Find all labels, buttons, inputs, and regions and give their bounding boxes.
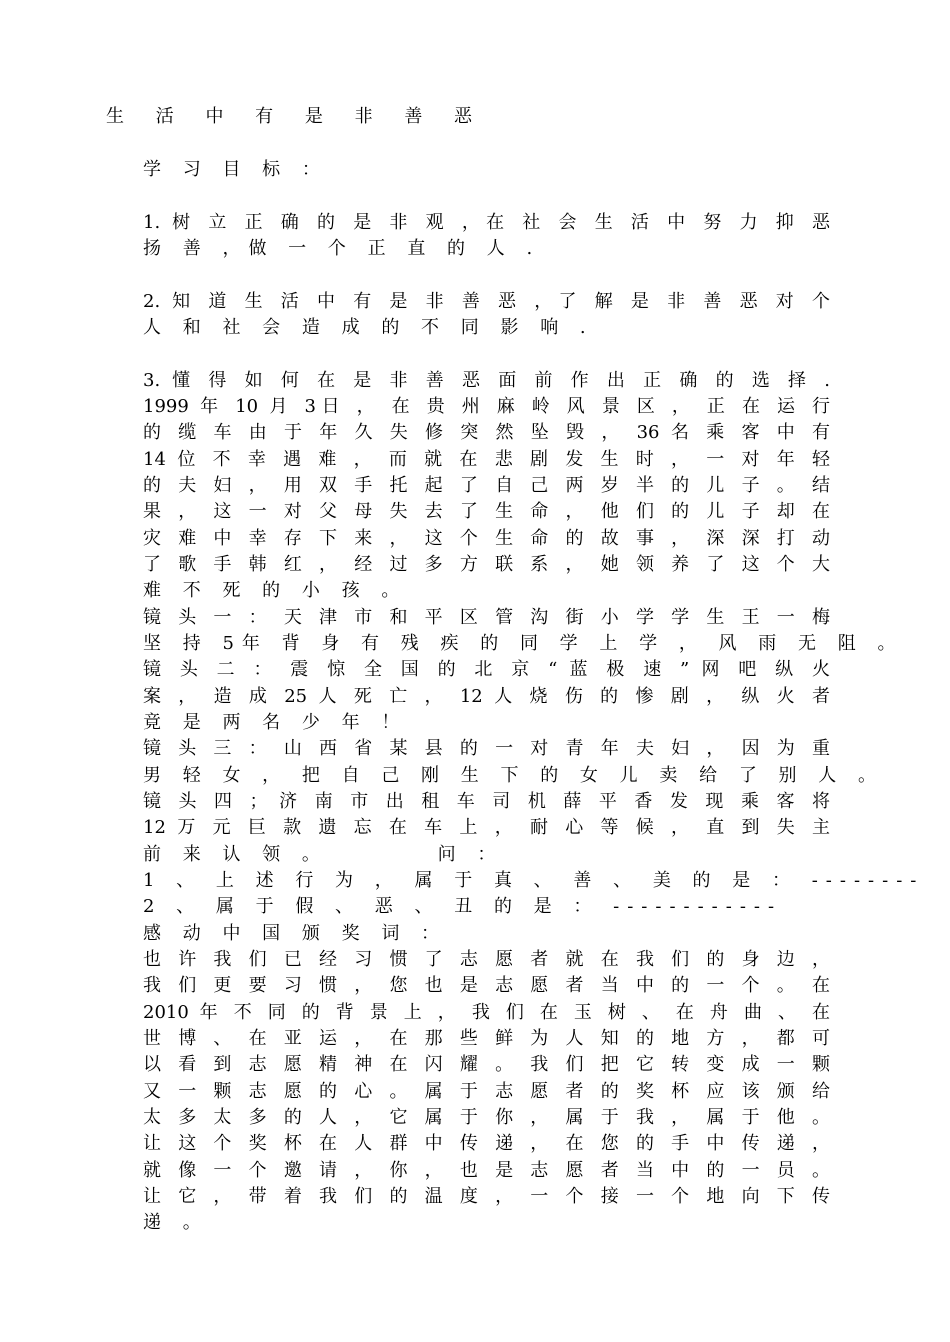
- objective-2-line-1: 2. 知 道 生 活 中 有 是 非 善 恶 ，了 解 是 非 善 恶 对 个: [143, 291, 830, 312]
- story-line: 的 缆 车 由 于 年 久 失 修 突 然 坠 毁 ， 36 名 乘 客 中 有: [143, 422, 830, 443]
- story-line: 了 歌 手 韩 红 ， 经 过 多 方 联 系 ， 她 领 养 了 这 个 大: [143, 554, 830, 575]
- award-line: 就 像 一 个 邀 请 ， 你 ， 也 是 志 愿 者 当 中 的 一 员 。: [143, 1160, 830, 1181]
- award-line: 让 这 个 奖 杯 在 人 群 中 传 递 ， 在 您 的 手 中 传 递 ，: [143, 1133, 830, 1154]
- question-line: 2 、 属 于 假 、 恶 、 丑 的 是 ： ------------: [143, 896, 783, 917]
- award-line: 让 它 ， 带 着 我 们 的 温 度 ， 一 个 接 一 个 地 向 下 传: [143, 1186, 830, 1207]
- story-line: 果 ， 这 一 对 父 母 失 去 了 生 命 ， 他 们 的 儿 子 却 在: [143, 501, 830, 522]
- scene-line: 镜 头 四 ； 济 南 市 出 租 车 司 机 薛 平 香 发 现 乘 客 将: [143, 791, 830, 812]
- scene-line: 12 万 元 巨 款 遗 忘 在 车 上 ， 耐 心 等 候 ， 直 到 失 主: [143, 817, 830, 838]
- story-line: 1999 年 10 月 3日 ， 在 贵 州 麻 岭 风 景 区 ， 正 在 运 行: [143, 396, 830, 417]
- award-line: 递 。: [143, 1212, 209, 1233]
- award-line: 以 看 到 志 愿 精 神 在 闪 耀 。 我 们 把 它 转 变 成 一 颗: [143, 1054, 830, 1075]
- story-line: 难 不 死 的 小 孩 。: [143, 580, 408, 601]
- scene-line: 镜 头 三 ： 山 西 省 某 县 的 一 对 青 年 夫 妇 ， 因 为 重: [143, 738, 830, 759]
- question-line: 1 、 上 述 行 为 ， 属 于 真 、 善 、 美 的 是 ： --------: [143, 870, 925, 891]
- award-line: 也 许 我 们 已 经 习 惯 了 志 愿 者 就 在 我 们 的 身 边 ，: [143, 949, 830, 970]
- award-line: 又 一 颗 志 愿 的 心 。 属 于 志 愿 者 的 奖 杯 应 该 颁 给: [143, 1081, 830, 1102]
- award-line: 世 博 、 在 亚 运 ， 在 那 些 鲜 为 人 知 的 地 方 ， 都 可: [143, 1028, 830, 1049]
- objective-3-line-1: 3. 懂 得 如 何 在 是 非 善 恶 面 前 作 出 正 确 的 选 择 .: [143, 370, 830, 391]
- story-line: 14 位 不 幸 遇 难 ， 而 就 在 悲 剧 发 生 时 ， 一 对 年 轻: [143, 449, 830, 470]
- objectives-heading: 学 习 目 标 ：: [143, 159, 328, 180]
- award-line: 2010 年 不 同 的 背 景 上 ， 我 们 在 玉 树 、 在 舟 曲 、 在: [143, 1002, 830, 1023]
- award-line: 我 们 更 要 习 惯 ， 您 也 是 志 愿 者 当 中 的 一 个 。 在: [143, 975, 830, 996]
- objective-2-line-2: 人 和 社 会 造 成 的 不 同 影 响 .: [143, 317, 594, 338]
- objective-1-line-2: 扬 善 ，做 一 个 正 直 的 人 .: [143, 238, 541, 259]
- scene-line: 竟 是 两 名 少 年 ！: [143, 712, 408, 733]
- scene-line: 案 ， 造 成 25 人 死 亡 ， 12 人 烧 伤 的 惨 剧 ， 纵 火 者: [143, 686, 830, 707]
- page-title: 生 活 中 有 是 非 善 恶: [106, 106, 486, 127]
- scene-line: 前 来 认 领 。 问 ：: [143, 844, 504, 865]
- objective-1-line-1: 1. 树 立 正 确 的 是 非 观 ，在 社 会 生 活 中 努 力 抑 恶: [143, 212, 830, 233]
- award-heading: 感 动 中 国 颁 奖 词 ：: [143, 923, 448, 944]
- scene-line: 男 轻 女 ， 把 自 己 刚 生 下 的 女 儿 卖 给 了 别 人 。: [143, 765, 884, 786]
- scene-line: 镜 头 一 ： 天 津 市 和 平 区 管 沟 街 小 学 学 生 王 一 梅: [143, 607, 830, 628]
- story-line: 灾 难 中 幸 存 下 来 ， 这 个 生 命 的 故 事 ， 深 深 打 动: [143, 528, 830, 549]
- scene-line: 坚 持 5年 背 身 有 残 疾 的 同 学 上 学 ， 风 雨 无 阻 。: [143, 633, 904, 654]
- scene-line: 镜 头 二 ： 震 惊 全 国 的 北 京 “ 蓝 极 速 ” 网 吧 纵 火: [143, 659, 830, 680]
- story-line: 的 夫 妇 ， 用 双 手 托 起 了 自 己 两 岁 半 的 儿 子 。 结: [143, 475, 830, 496]
- award-line: 太 多 太 多 的 人 ， 它 属 于 你 ， 属 于 我 ， 属 于 他 。: [143, 1107, 830, 1128]
